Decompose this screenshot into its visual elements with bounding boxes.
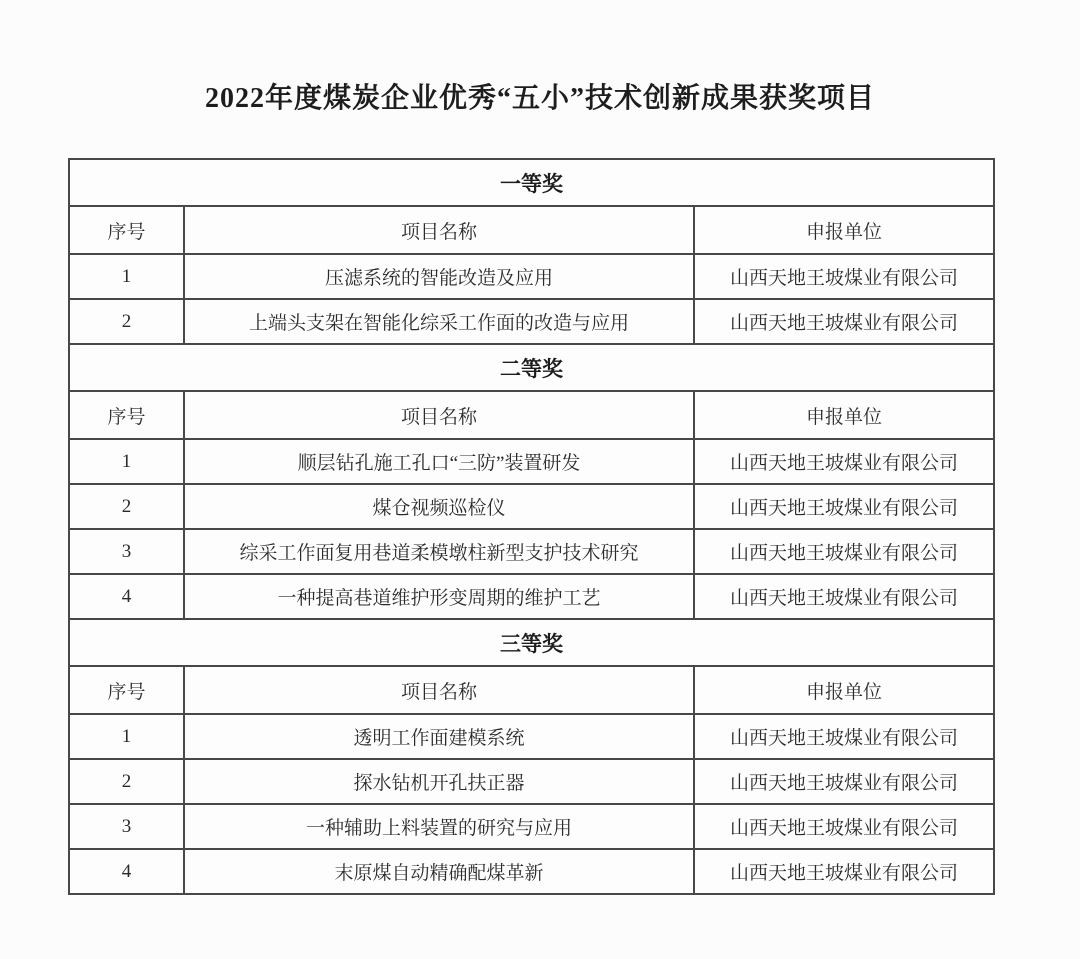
awards-table-body [69,159,994,894]
unit-name-cell: 山西天地王坡煤业有限公司 [694,804,994,849]
award-section-title: 三等奖 [69,619,994,666]
column-header-row [69,666,994,714]
row-number-cell: 3 [69,804,184,849]
table-row [69,714,994,759]
column-header: 序号 [69,206,184,254]
project-name-cell: 压滤系统的智能改造及应用 [184,254,694,299]
row-number-cell: 2 [69,759,184,804]
row-number-cell: 2 [69,299,184,344]
page-title: 2022年度煤炭企业优秀“五小”技术创新成果获奖项目 [204,83,875,114]
column-header: 项目名称 [184,666,694,714]
unit-name-cell: 山西天地王坡煤业有限公司 [694,714,994,759]
unit-name-cell: 山西天地王坡煤业有限公司 [694,574,994,619]
table-row [69,574,994,619]
table-row [69,254,994,299]
table-row [69,849,994,894]
project-name-cell: 一种提高巷道维护形变周期的维护工艺 [184,574,694,619]
award-section-row [69,159,994,206]
award-section-row [69,344,994,391]
column-header-row [69,391,994,439]
column-header: 项目名称 [184,391,694,439]
table-row [69,484,994,529]
project-name-cell: 一种辅助上料装置的研究与应用 [184,804,694,849]
table-row [69,299,994,344]
row-number-cell: 2 [69,484,184,529]
row-number-cell: 1 [69,254,184,299]
table-row [69,759,994,804]
row-number-cell: 3 [69,529,184,574]
award-section-row [69,619,994,666]
table-row [69,529,994,574]
column-header: 序号 [69,391,184,439]
award-section-title: 二等奖 [69,344,994,391]
row-number-cell: 4 [69,574,184,619]
row-number-cell: 4 [69,849,184,894]
unit-name-cell: 山西天地王坡煤业有限公司 [694,759,994,804]
table-row [69,439,994,484]
project-name-cell: 探水钻机开孔扶正器 [184,759,694,804]
awards-table [68,158,995,895]
project-name-cell: 煤仓视频巡检仪 [184,484,694,529]
unit-name-cell: 山西天地王坡煤业有限公司 [694,849,994,894]
unit-name-cell: 山西天地王坡煤业有限公司 [694,254,994,299]
unit-name-cell: 山西天地王坡煤业有限公司 [694,439,994,484]
project-name-cell: 透明工作面建模系统 [184,714,694,759]
column-header: 项目名称 [184,206,694,254]
project-name-cell: 综采工作面复用巷道柔模墩柱新型支护技术研究 [184,529,694,574]
unit-name-cell: 山西天地王坡煤业有限公司 [694,529,994,574]
award-section-title: 一等奖 [69,159,994,206]
project-name-cell: 顺层钻孔施工孔口“三防”装置研发 [184,439,694,484]
column-header: 申报单位 [694,206,994,254]
project-name-cell: 末原煤自动精确配煤革新 [184,849,694,894]
row-number-cell: 1 [69,714,184,759]
table-row [69,804,994,849]
project-name-cell: 上端头支架在智能化综采工作面的改造与应用 [184,299,694,344]
column-header-row [69,206,994,254]
column-header: 申报单位 [694,391,994,439]
column-header: 序号 [69,666,184,714]
column-header: 申报单位 [694,666,994,714]
unit-name-cell: 山西天地王坡煤业有限公司 [694,299,994,344]
row-number-cell: 1 [69,439,184,484]
unit-name-cell: 山西天地王坡煤业有限公司 [694,484,994,529]
